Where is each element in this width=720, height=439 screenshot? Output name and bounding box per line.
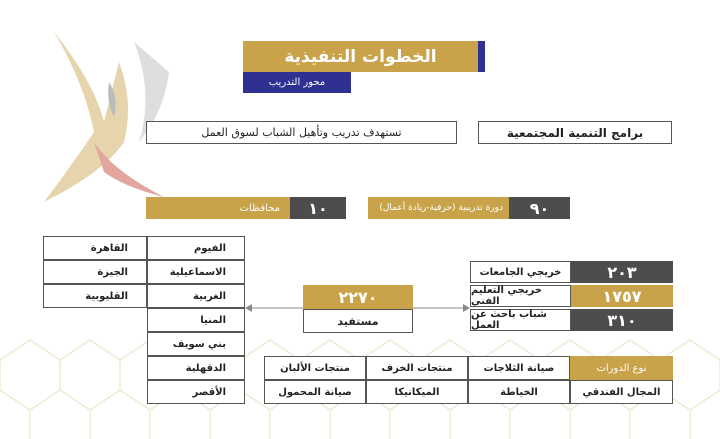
courses-count-box bbox=[509, 197, 570, 219]
governorate-cell: الغربية bbox=[147, 284, 245, 308]
graduates-value: ١٧٥٧ bbox=[571, 285, 673, 307]
graduates-label: خريجي الجامعات bbox=[470, 261, 571, 283]
program-goal-text: تستهدف تدريب وتأهيل الشباب لسوق العمل bbox=[201, 126, 402, 139]
beneficiaries-count-box bbox=[303, 285, 413, 309]
graduates-label: شباب باحث عن العمل bbox=[470, 309, 571, 331]
governorates-label-box bbox=[146, 197, 290, 219]
governorate-cell: الاسماعيلية bbox=[147, 260, 245, 284]
graduates-value: ٢٠٣ bbox=[571, 261, 673, 283]
governorate-cell: القليوبية bbox=[43, 284, 147, 308]
beneficiaries-label: مستفيد bbox=[337, 314, 379, 328]
page-title bbox=[243, 41, 485, 72]
governorate-cell: الجيزة bbox=[43, 260, 147, 284]
page-title-text: الخطوات التنفيذية bbox=[284, 46, 437, 67]
course-type-cell: الخياطة bbox=[468, 380, 570, 404]
eagle-emblem-watermark bbox=[14, 22, 189, 212]
governorate-cell: بني سويف bbox=[147, 332, 245, 356]
program-name-text: برامج التنمية المجتمعية bbox=[506, 125, 644, 140]
governorates-count: ١٠ bbox=[308, 198, 328, 218]
governorate-cell: الدقهلية bbox=[147, 356, 245, 380]
governorates-count-box bbox=[290, 197, 346, 219]
beneficiaries-count: ٢٢٧٠ bbox=[338, 287, 378, 307]
governorate-cell: القاهرة bbox=[43, 236, 147, 260]
courses-label: دورة تدريبية (حرفية-ريادة أعمال) bbox=[379, 203, 503, 213]
courses-count: ٩٠ bbox=[529, 198, 550, 218]
section-subtitle bbox=[243, 72, 351, 93]
course-types-header-text: نوع الدورات bbox=[596, 362, 647, 374]
course-type-cell: المجال الفندقي bbox=[570, 380, 673, 404]
section-subtitle-text: محور التدريب bbox=[268, 77, 326, 88]
course-types-header bbox=[570, 356, 673, 380]
graduates-label: خريجي التعليم الفني bbox=[470, 285, 571, 307]
governorate-cell: المنيا bbox=[147, 308, 245, 332]
program-goal-box bbox=[146, 121, 457, 144]
course-type-cell: منتجات الخزف bbox=[366, 356, 468, 380]
graduates-row bbox=[470, 309, 673, 331]
course-type-cell: منتجات الألبان bbox=[264, 356, 366, 380]
course-type-cell: صيانة الثلاجات bbox=[468, 356, 570, 380]
governorate-cell: الأقصر bbox=[147, 380, 245, 404]
beneficiaries-label-box bbox=[303, 309, 413, 333]
course-type-cell: الميكانيكا bbox=[366, 380, 468, 404]
graduates-row bbox=[470, 285, 673, 307]
courses-label-box bbox=[368, 197, 509, 219]
governorate-cell: الفيوم bbox=[147, 236, 245, 260]
graduates-row bbox=[470, 261, 673, 283]
governorates-label: محافظات bbox=[239, 202, 280, 214]
graduates-value: ٣١٠ bbox=[571, 309, 673, 331]
program-name-box bbox=[478, 121, 672, 144]
course-type-cell: صيانة المحمول bbox=[264, 380, 366, 404]
